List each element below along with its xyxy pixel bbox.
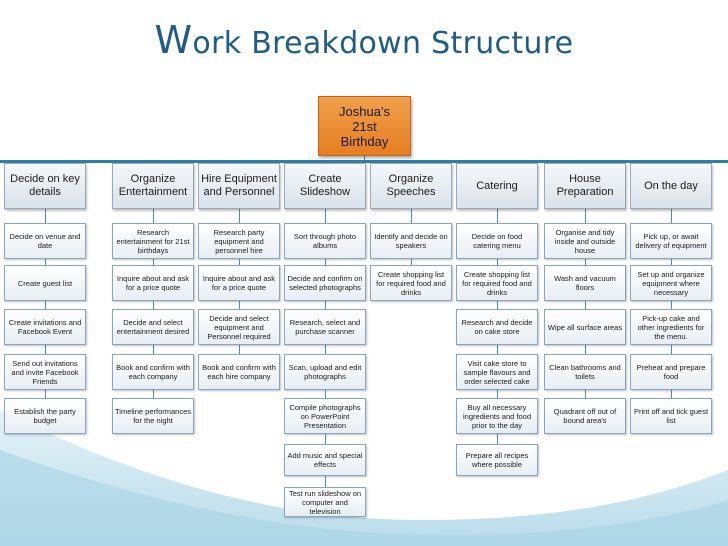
wbs-task: Create guest list — [4, 265, 86, 301]
wbs-task: Print off and tick guest list — [630, 398, 712, 434]
wbs-task: Create shopping list for required food and drinks — [370, 265, 452, 301]
wbs-task: Research and decide on cake store — [456, 309, 538, 345]
wbs-task: Research, select and purchase scanner — [284, 309, 366, 345]
wbs-task: Organise and tidy inside and outside house — [544, 223, 626, 259]
wbs-task: Add music and special effects — [284, 444, 366, 476]
wbs-task: Wipe all surface areas — [544, 309, 626, 345]
wbs-task: Clean bathrooms and toilets — [544, 354, 626, 390]
wbs-task: Book and confirm with each company — [112, 354, 194, 390]
wbs-task: Decide on venue and date — [4, 223, 86, 259]
wbs-task: Compile photographs on PowerPoint Presentation — [284, 398, 366, 434]
page-title: Work Breakdown Structure — [154, 18, 574, 62]
wbs-task: Preheat and prepare food — [630, 354, 712, 390]
wbs-task: Prepare all recipes where possible — [456, 444, 538, 476]
wbs-header-4: Create Slideshow — [284, 163, 366, 209]
root-node: Joshua's 21st Birthday — [318, 96, 411, 156]
wbs-task: Inquire about and ask for a price quote — [112, 265, 194, 301]
wbs-task: Quadrant off out of bound area's — [544, 398, 626, 434]
wbs-task: Book and confirm with each hire company — [198, 354, 280, 390]
wbs-task: Wash and vacuum floors — [544, 265, 626, 301]
wbs-task: Research party equipment and personnel hire — [198, 223, 280, 259]
wbs-task: Research entertainment for 21st birthdays — [112, 223, 194, 259]
wbs-header-6: Catering — [456, 163, 538, 209]
wbs-task: Decide and select entertainment desired — [112, 309, 194, 345]
wbs-header-8: On the day — [630, 163, 712, 209]
wbs-task: Scan, upload and edit photographs — [284, 354, 366, 390]
wbs-task: Create invitations and Facebook Event — [4, 309, 86, 345]
wbs-task: Create shopping list for required food and drinks — [456, 265, 538, 301]
wbs-task: Buy all necessary ingredients and food prior to the day — [456, 398, 538, 434]
wbs-task: Inquire about and ask for a price quote — [198, 265, 280, 301]
wbs-task: Visit cake store to sample flavours and order selected cake — [456, 354, 538, 390]
wbs-header-2: Organize Entertainment — [112, 163, 194, 209]
wbs-task: Send out invitations and invite Facebook Friends — [4, 354, 86, 390]
wbs-header-1: Decide on key details — [4, 163, 86, 209]
wbs-task: Timeline performances for the night — [112, 398, 194, 434]
wbs-task: Decide and select equipment and Personnel required — [198, 309, 280, 345]
wbs-task: Establish the party budget — [4, 398, 86, 434]
wbs-header-3: Hire Equipment and Personnel — [198, 163, 280, 209]
wbs-header-7: House Preparation — [544, 163, 626, 209]
wbs-task: Decide on food catering menu — [456, 223, 538, 259]
wbs-task: Identify and decide on speakers — [370, 223, 452, 259]
wbs-task: Set up and organize equipment where necessary — [630, 265, 712, 301]
wbs-task: Decide and confirm on selected photographs — [284, 265, 366, 301]
wbs-task: Pick-up cake and other ingredients for the menu. — [630, 309, 712, 345]
wbs-task: Pick up, or await delivery of equipment — [630, 223, 712, 259]
wbs-task: Test run slideshow on computer and television — [284, 487, 366, 517]
wbs-header-5: Organize Speeches — [370, 163, 452, 209]
wbs-task: Sort through photo albums — [284, 223, 366, 259]
